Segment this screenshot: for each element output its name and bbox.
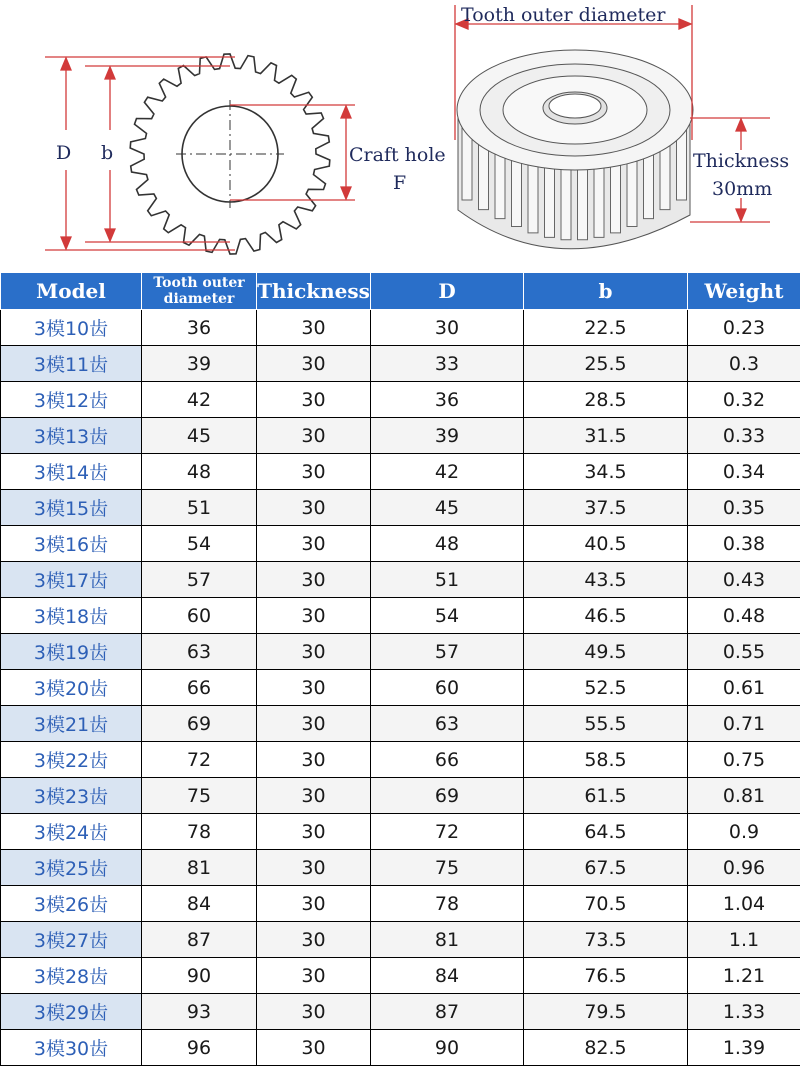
cell-weight: 0.81	[688, 778, 800, 814]
cell-d: 60	[371, 670, 524, 706]
cell-weight: 0.55	[688, 634, 800, 670]
cell-d: 84	[371, 958, 524, 994]
cell-model: 3模25齿	[1, 850, 142, 886]
cell-weight: 0.23	[688, 310, 800, 346]
cell-model: 3模29齿	[1, 994, 142, 1030]
cell-thickness: 30	[257, 526, 371, 562]
cell-weight: 0.34	[688, 454, 800, 490]
cell-weight: 1.04	[688, 886, 800, 922]
cell-model: 3模13齿	[1, 418, 142, 454]
cell-thickness: 30	[257, 778, 371, 814]
cell-d: 72	[371, 814, 524, 850]
cell-thickness: 30	[257, 454, 371, 490]
table-row	[1, 310, 800, 346]
table-row	[1, 850, 800, 886]
cell-d: 39	[371, 418, 524, 454]
cell-model: 3模19齿	[1, 634, 142, 670]
cell-d: 66	[371, 742, 524, 778]
tooth-outer-diameter-label: Tooth outer diameter	[461, 4, 666, 26]
cell-d: 75	[371, 850, 524, 886]
cell-model: 3模11齿	[1, 346, 142, 382]
cell-model: 3模28齿	[1, 958, 142, 994]
table-row	[1, 382, 800, 418]
cell-thickness: 30	[257, 382, 371, 418]
cell-model: 3模18齿	[1, 598, 142, 634]
cell-tooth-outer-diameter: 60	[142, 598, 257, 634]
table-body	[1, 310, 800, 1066]
cell-thickness: 30	[257, 1030, 371, 1066]
gear-drawing	[0, 0, 800, 272]
cell-b: 67.5	[524, 850, 688, 886]
cell-model: 3模12齿	[1, 382, 142, 418]
header-b: b	[524, 273, 688, 310]
cell-d: 63	[371, 706, 524, 742]
cell-b: 43.5	[524, 562, 688, 598]
table-row	[1, 670, 800, 706]
cell-d: 87	[371, 994, 524, 1030]
cell-b: 46.5	[524, 598, 688, 634]
cell-weight: 0.43	[688, 562, 800, 598]
cell-thickness: 30	[257, 706, 371, 742]
cell-model: 3模20齿	[1, 670, 142, 706]
table-row	[1, 346, 800, 382]
cell-d: 69	[371, 778, 524, 814]
cell-b: 22.5	[524, 310, 688, 346]
table-row	[1, 562, 800, 598]
table-row	[1, 418, 800, 454]
cell-b: 64.5	[524, 814, 688, 850]
cell-weight: 1.21	[688, 958, 800, 994]
cell-b: 28.5	[524, 382, 688, 418]
cell-thickness: 30	[257, 742, 371, 778]
cell-weight: 1.39	[688, 1030, 800, 1066]
front-view-gear	[130, 54, 330, 254]
cell-d: 90	[371, 1030, 524, 1066]
gear-spec-table	[0, 272, 800, 1066]
cell-model: 3模24齿	[1, 814, 142, 850]
cell-d: 30	[371, 310, 524, 346]
header-tooth-outer-diameter: Tooth outer diameter	[142, 273, 257, 310]
cell-b: 52.5	[524, 670, 688, 706]
cell-b: 55.5	[524, 706, 688, 742]
perspective-gear	[457, 50, 693, 249]
cell-thickness: 30	[257, 958, 371, 994]
table-row	[1, 634, 800, 670]
cell-tooth-outer-diameter: 78	[142, 814, 257, 850]
header-weight: Weight	[688, 273, 800, 310]
cell-thickness: 30	[257, 886, 371, 922]
cell-thickness: 30	[257, 814, 371, 850]
thickness-label: Thickness	[693, 150, 790, 172]
cell-model: 3模23齿	[1, 778, 142, 814]
cell-weight: 0.33	[688, 418, 800, 454]
table-row	[1, 454, 800, 490]
cell-d: 45	[371, 490, 524, 526]
table-row	[1, 526, 800, 562]
cell-thickness: 30	[257, 994, 371, 1030]
table-row	[1, 886, 800, 922]
cell-thickness: 30	[257, 346, 371, 382]
cell-d: 42	[371, 454, 524, 490]
cell-b: 58.5	[524, 742, 688, 778]
cell-thickness: 30	[257, 562, 371, 598]
table-row	[1, 814, 800, 850]
cell-d: 51	[371, 562, 524, 598]
cell-model: 3模17齿	[1, 562, 142, 598]
cell-weight: 0.61	[688, 670, 800, 706]
cell-tooth-outer-diameter: 39	[142, 346, 257, 382]
cell-model: 3模14齿	[1, 454, 142, 490]
cell-weight: 0.96	[688, 850, 800, 886]
table-row	[1, 1030, 800, 1066]
gear-diagram	[0, 0, 800, 272]
cell-model: 3模10齿	[1, 310, 142, 346]
table-row	[1, 742, 800, 778]
cell-tooth-outer-diameter: 54	[142, 526, 257, 562]
cell-b: 70.5	[524, 886, 688, 922]
header-d: D	[371, 273, 524, 310]
cell-model: 3模27齿	[1, 922, 142, 958]
cell-b: 76.5	[524, 958, 688, 994]
cell-tooth-outer-diameter: 66	[142, 670, 257, 706]
cell-thickness: 30	[257, 634, 371, 670]
cell-thickness: 30	[257, 490, 371, 526]
cell-b: 34.5	[524, 454, 688, 490]
cell-d: 33	[371, 346, 524, 382]
cell-b: 40.5	[524, 526, 688, 562]
table-row	[1, 490, 800, 526]
cell-tooth-outer-diameter: 84	[142, 886, 257, 922]
cell-weight: 0.38	[688, 526, 800, 562]
cell-b: 82.5	[524, 1030, 688, 1066]
table-header-row	[1, 273, 800, 310]
cell-b: 79.5	[524, 994, 688, 1030]
cell-weight: 0.3	[688, 346, 800, 382]
cell-model: 3模22齿	[1, 742, 142, 778]
cell-model: 3模21齿	[1, 706, 142, 742]
cell-tooth-outer-diameter: 72	[142, 742, 257, 778]
cell-d: 57	[371, 634, 524, 670]
table-row	[1, 598, 800, 634]
cell-tooth-outer-diameter: 69	[142, 706, 257, 742]
cell-tooth-outer-diameter: 96	[142, 1030, 257, 1066]
cell-tooth-outer-diameter: 75	[142, 778, 257, 814]
cell-b: 31.5	[524, 418, 688, 454]
cell-thickness: 30	[257, 418, 371, 454]
cell-thickness: 30	[257, 922, 371, 958]
cell-b: 73.5	[524, 922, 688, 958]
craft-hole-label: Craft hole	[349, 144, 446, 166]
cell-tooth-outer-diameter: 90	[142, 958, 257, 994]
cell-d: 54	[371, 598, 524, 634]
cell-model: 3模16齿	[1, 526, 142, 562]
d-dimension-label: D	[56, 142, 72, 164]
cell-tooth-outer-diameter: 93	[142, 994, 257, 1030]
cell-thickness: 30	[257, 850, 371, 886]
cell-d: 36	[371, 382, 524, 418]
cell-b: 61.5	[524, 778, 688, 814]
cell-weight: 0.32	[688, 382, 800, 418]
cell-b: 37.5	[524, 490, 688, 526]
cell-thickness: 30	[257, 598, 371, 634]
cell-weight: 0.9	[688, 814, 800, 850]
cell-model: 3模30齿	[1, 1030, 142, 1066]
table-row	[1, 778, 800, 814]
cell-d: 48	[371, 526, 524, 562]
cell-weight: 0.48	[688, 598, 800, 634]
cell-model: 3模26齿	[1, 886, 142, 922]
cell-weight: 0.75	[688, 742, 800, 778]
cell-tooth-outer-diameter: 36	[142, 310, 257, 346]
cell-tooth-outer-diameter: 48	[142, 454, 257, 490]
table-row	[1, 706, 800, 742]
cell-d: 81	[371, 922, 524, 958]
cell-model: 3模15齿	[1, 490, 142, 526]
cell-tooth-outer-diameter: 57	[142, 562, 257, 598]
header-thickness: Thickness	[257, 273, 371, 310]
cell-tooth-outer-diameter: 42	[142, 382, 257, 418]
cell-weight: 0.71	[688, 706, 800, 742]
cell-tooth-outer-diameter: 87	[142, 922, 257, 958]
cell-weight: 0.35	[688, 490, 800, 526]
table-row	[1, 958, 800, 994]
cell-tooth-outer-diameter: 63	[142, 634, 257, 670]
cell-d: 78	[371, 886, 524, 922]
table-row	[1, 922, 800, 958]
cell-weight: 1.1	[688, 922, 800, 958]
cell-tooth-outer-diameter: 51	[142, 490, 257, 526]
cell-tooth-outer-diameter: 81	[142, 850, 257, 886]
thickness-value-label: 30mm	[712, 178, 773, 200]
cell-b: 49.5	[524, 634, 688, 670]
craft-hole-f-label: F	[393, 172, 407, 194]
b-dimension-label: b	[101, 142, 114, 164]
cell-weight: 1.33	[688, 994, 800, 1030]
header-model: Model	[1, 273, 142, 310]
cell-thickness: 30	[257, 670, 371, 706]
cell-thickness: 30	[257, 310, 371, 346]
cell-b: 25.5	[524, 346, 688, 382]
cell-tooth-outer-diameter: 45	[142, 418, 257, 454]
table-row	[1, 994, 800, 1030]
